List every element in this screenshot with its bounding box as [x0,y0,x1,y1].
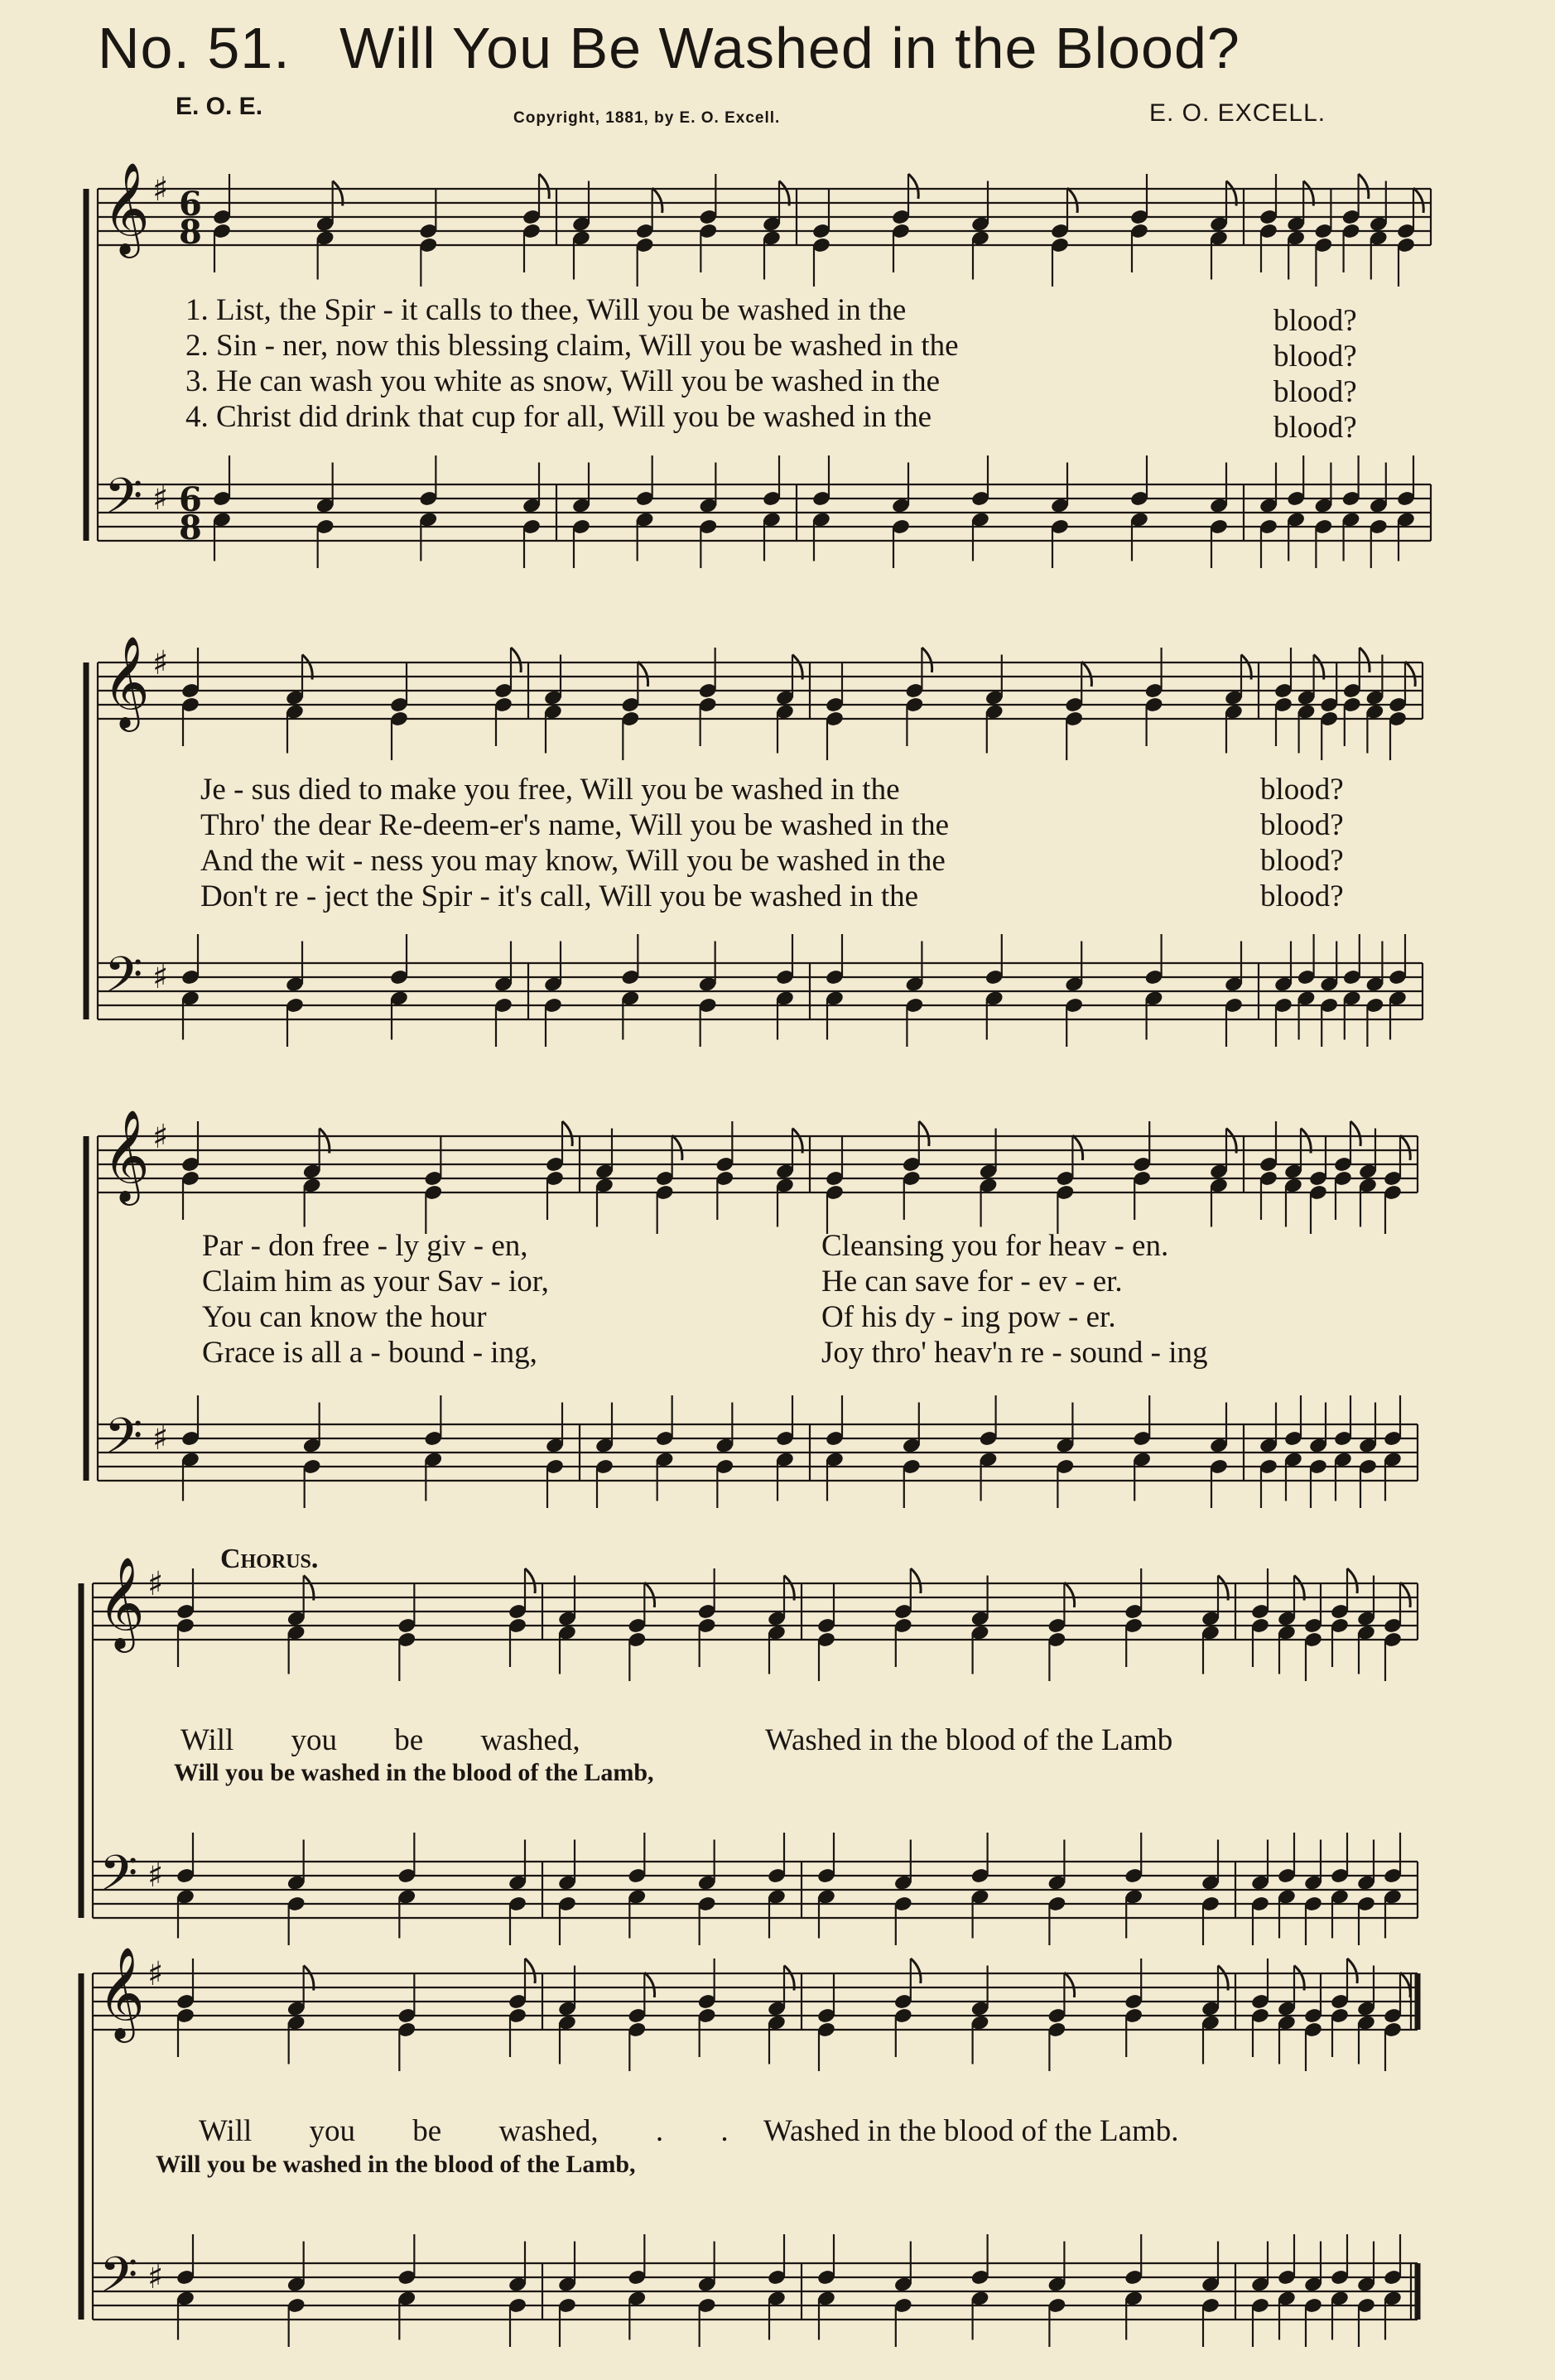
note-flag [1350,1121,1360,1146]
note-flag [1405,662,1415,687]
time-signature-bottom: 8 [179,508,202,547]
music-by: E. O. EXCELL. [1149,99,1326,127]
note-flag [1400,1973,1410,1997]
time-signature-bottom: 8 [179,213,202,252]
sharp-icon: ♯ [152,1118,169,1156]
chorus-label: Chorus. [220,1544,319,1574]
note-flag [1064,1973,1074,1997]
note-flag [644,1583,654,1607]
bass-clef-icon: 𝄢 [99,2246,138,2315]
note-flag [672,1135,682,1160]
note-flag [562,1121,572,1146]
note-flag [1359,174,1369,199]
verse-3-line: And the wit - ness you may know, Will you be washed in the [200,844,946,878]
treble-clef-icon: 𝄞 [98,1946,145,2039]
note-flag [1413,188,1423,213]
verse-4-line: 4. Christ did drink that cup for all, Will you be washed in the [185,400,932,434]
sharp-icon: ♯ [147,2258,164,2296]
sharp-icon: ♯ [152,479,169,518]
note-flag [644,1973,654,1997]
bass-clef-icon: 𝄢 [99,1844,138,1914]
verse-4-line: Don't re - ject the Spir - it's call, Will you be washed in the [200,879,919,913]
note-flag [539,174,549,199]
note-flag [919,1121,929,1146]
chorus-1-line-b: Washed in the blood of the Lamb [765,1723,1173,1757]
sharp-icon: ♯ [152,958,169,996]
sharp-icon: ♯ [152,171,169,209]
note-flag [911,1958,921,1983]
sharp-icon: ♯ [147,1955,164,1993]
sharp-icon: ♯ [147,1857,164,1895]
treble-clef-icon: 𝄞 [103,161,150,254]
treble-clef-icon: 𝄞 [103,635,150,728]
note-flag [525,1958,535,1983]
verse-2-line: 2. Sin - ner, now this blessing claim, Will you be washed in the [185,329,959,363]
system-3-lyrics-b: Cleansing you for heav - en. He can save for - ev - er. Of his dy - ing pow - er. Joy thro' heav'n re - sound - ing [821,1229,1208,1370]
sharp-icon: ♯ [152,1419,169,1457]
bass-clef-icon: 𝄢 [104,467,143,537]
system-2-lyrics [200,772,949,914]
verse-1-line: 1. List, the Spir - it calls to thee, Will you be washed in the [185,293,907,327]
bass-clef-icon: 𝄢 [104,946,143,1015]
treble-clef-icon: 𝄞 [98,1556,145,1649]
system-1-end-words: blood? blood? blood? blood? [1273,304,1357,445]
note-flag [638,662,648,687]
chorus-2-line-a: Will you be washed, . . [199,2114,729,2148]
note-flag [511,648,521,672]
verse-3-line: 3. He can wash you white as snow, Will you be washed in the [185,364,940,398]
verse-2-line: Thro' the dear Re-deem-er's name, Will you be washed in the [200,808,949,842]
copyright-notice: Copyright, 1881, by E. O. Excell. [513,109,781,127]
note-flag [525,1568,535,1593]
note-flag [1347,1568,1357,1593]
system-1-lyrics [185,292,959,435]
note-flag [1067,188,1077,213]
treble-clef-icon: 𝄞 [103,1109,150,1202]
hymn-title: Will You Be Washed in the Blood? [339,16,1240,80]
chorus-2-line-b: Washed in the blood of the Lamb. [763,2114,1179,2148]
note-flag [911,1568,921,1593]
words-by: E. O. E. [176,93,263,120]
system-2-end-words: blood? blood? blood? blood? [1260,773,1344,913]
chorus-1-bass-words: Will you be washed in the blood of the Lamb, [174,1759,654,1786]
note-flag [1081,662,1091,687]
sharp-icon: ♯ [147,1565,164,1603]
chorus-1-line-a: Will you be washed, [181,1723,580,1757]
bass-clef-icon: 𝄢 [104,1407,143,1477]
chorus-2-bass-words: Will you be washed in the blood of the Lamb, [156,2151,636,2178]
note-flag [1360,648,1370,672]
note-flag [1072,1135,1082,1160]
sharp-icon: ♯ [152,644,169,682]
verse-1-line: Je - sus died to make you free, Will you be washed in the [200,773,900,807]
note-flag [652,188,662,213]
system-3-lyrics-a: Par - don free - ly giv - en, Claim him as your Sav - ior, You can know the hour Grace is all a - bound - ing, [202,1229,549,1370]
time-signature-top: 6 [179,480,202,519]
note-flag [1064,1583,1074,1607]
note-flag [1400,1583,1410,1607]
note-flag [1347,1958,1357,1983]
note-flag [908,174,918,199]
time-signature-top: 6 [179,185,202,224]
note-flag [922,648,932,672]
hymn-number: No. 51. [98,16,291,80]
note-flag [1400,1135,1410,1160]
